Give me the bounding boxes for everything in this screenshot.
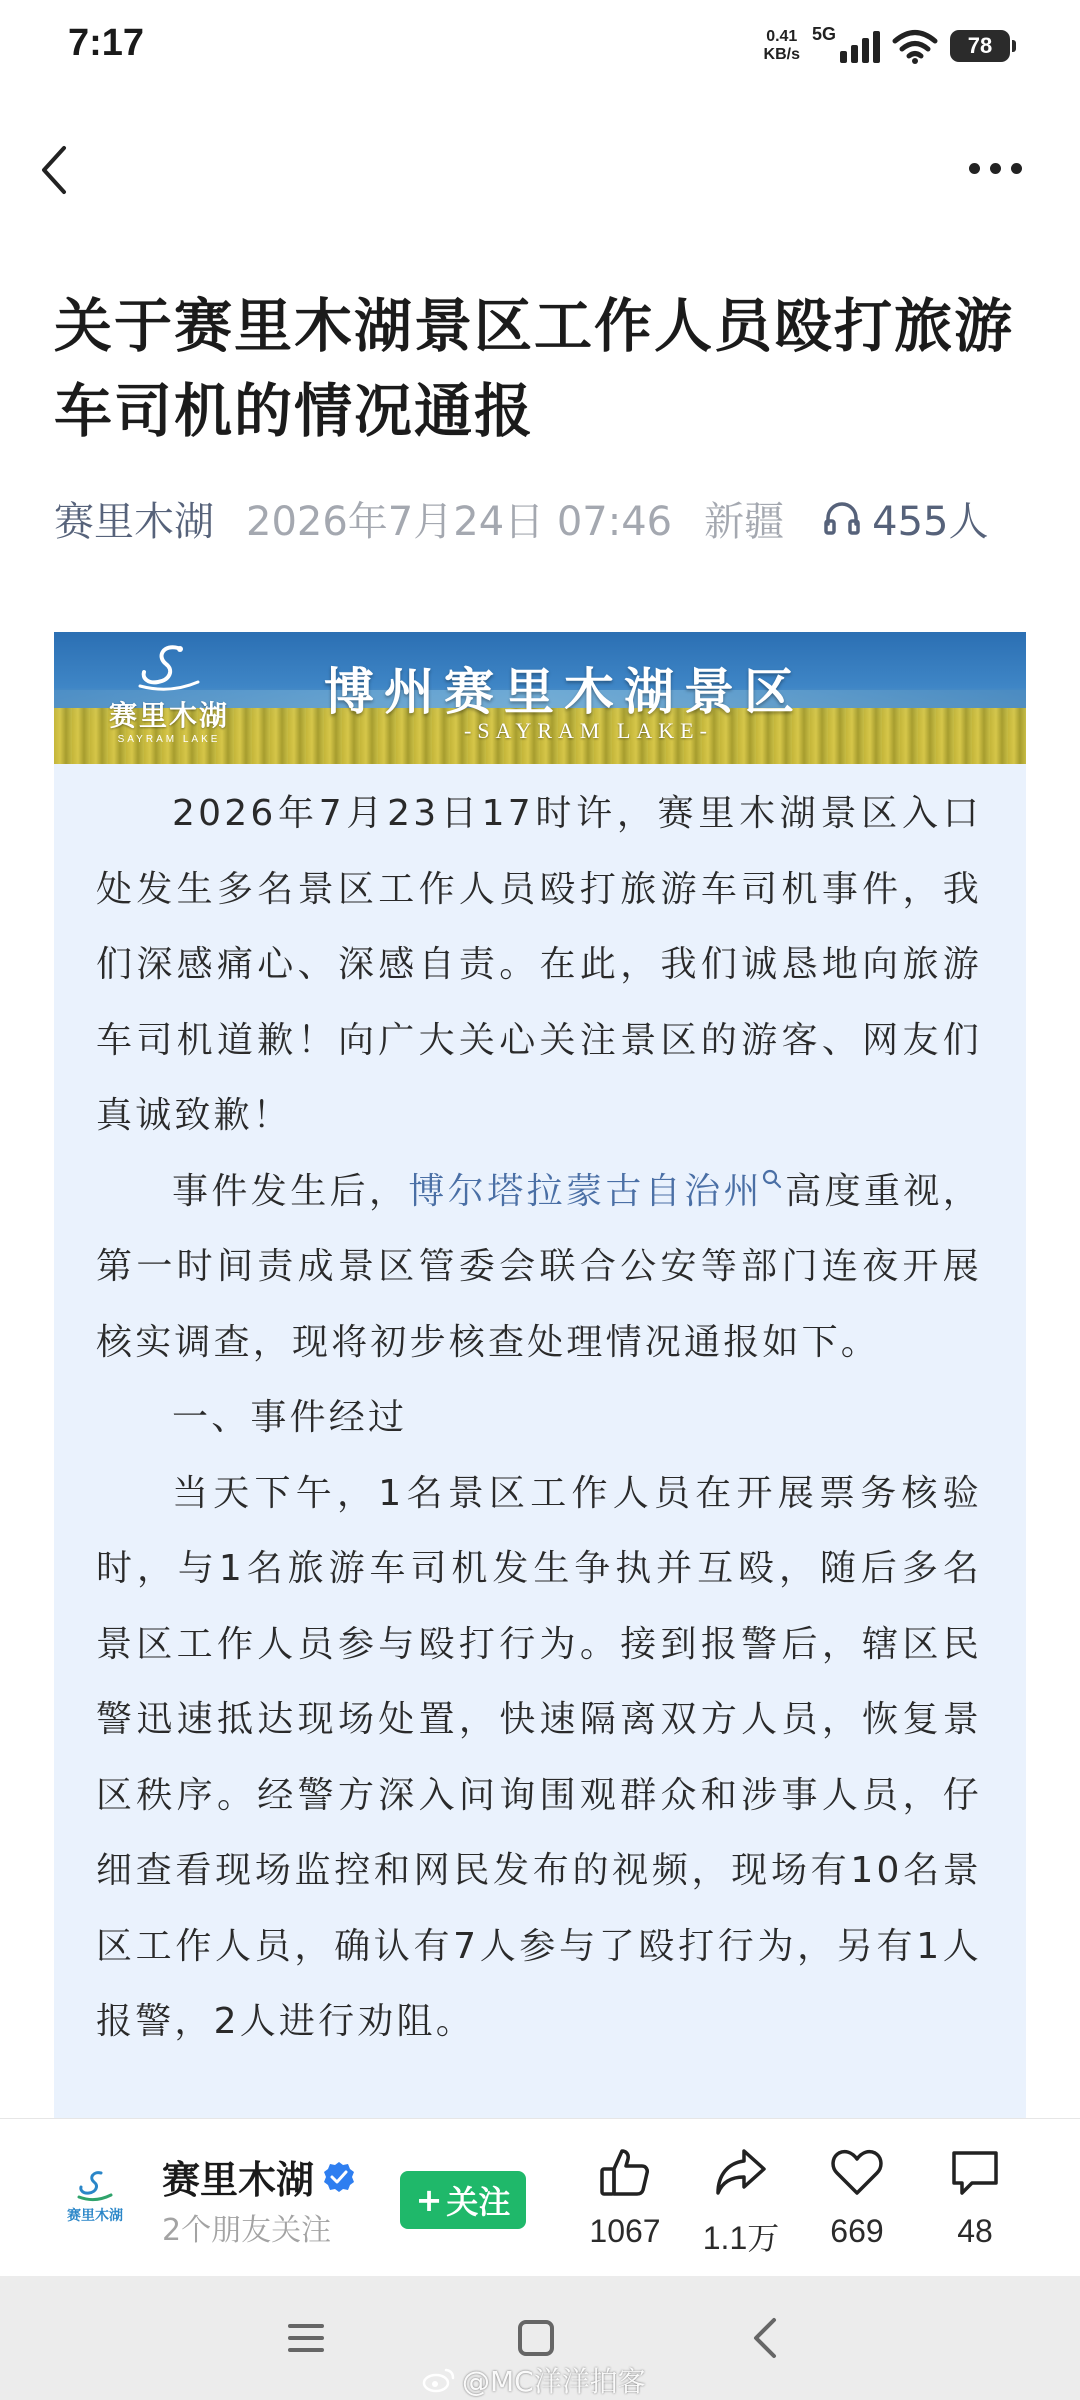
battery-indicator: 78 [950,30,1010,62]
favorite-count: 669 [830,2213,884,2249]
paragraph-2-rest: 高度重视，第一时间责成景区管委会联合公安等部门连夜开展核实调查，现将初步核查处理情况通报如下。 [96,1170,982,1363]
account-name[interactable] [162,2149,356,2204]
share-count: 1.1万 [702,2220,780,2256]
bottom-action-bar [0,2118,1080,2276]
system-nav-bar [0,2276,1080,2400]
network-type: 5G [811,24,836,44]
listen-button[interactable] [822,490,988,547]
avatar[interactable] [66,2169,124,2231]
article-source[interactable]: 赛里木湖 [54,498,214,545]
banner-logo-subtext: SAYRAM LAKE [117,734,221,745]
paragraph-2 [96,1154,982,1381]
thumbs-up-icon [596,2143,654,2201]
network-speed [764,28,800,64]
swan-logo-icon [134,642,204,698]
plus-icon: + [415,2181,443,2219]
follow-button-label: 关注 [446,2183,511,2221]
network-speed-value: 0.41 [766,28,798,45]
verified-icon [322,2160,356,2194]
banner-title: 博州赛里木湖景区 [324,662,804,721]
home-icon[interactable] [516,2318,556,2358]
share-button[interactable] [686,2143,796,2263]
listener-count: 455人 [872,498,989,545]
search-icon[interactable] [761,1168,783,1190]
article-card [54,632,1026,2132]
wifi-icon [892,28,938,64]
status-bar [0,0,1080,92]
favorite-button[interactable] [802,2143,912,2263]
paragraph-2-lead: 事件发生后， [172,1170,409,1212]
like-button[interactable] [570,2143,680,2263]
article-meta [54,488,1054,548]
account-name-text: 赛里木湖 [162,2158,315,2202]
menu-icon[interactable] [286,2320,326,2356]
swan-logo-icon [75,2169,115,2205]
headphone-icon [822,498,862,538]
article-banner-image [54,632,1026,764]
more-icon[interactable] [960,148,1030,188]
article-title: 关于赛里木湖景区工作人员殴打旅游车司机的情况通报 [54,292,1015,445]
article-location: 新疆 [704,498,785,545]
paragraph-1: 2026年7月23日17时许，赛里木湖景区入口处发生多名景区工作人员殴打旅游车司机事件，我们深感痛心、深感自责。在此，我们诚恳地向旅游车司机道歉！向广大关心关注景区的游客、网友们真诚致歉！ [96,793,982,1136]
article-date: 2026年7月24日 07:46 [246,498,673,545]
comment-button[interactable] [920,2143,1030,2263]
follow-button[interactable] [400,2171,526,2229]
network-speed-unit: KB/s [763,46,800,63]
weibo-icon [422,2366,456,2394]
banner-subtitle: -SAYRAM LAKE- [464,718,713,743]
paragraph-3: 当天下午，1名景区工作人员在开展票务核验时，与1名旅游车司机发生争执并互殴，随后多名景区工作人员参与殴打行为。接到报警后，辖区民警迅速抵达现场处置，快速隔离双方人员，恢复景区秩序。经警方深入问询围观群众和涉事人员，仔细查看现场监控和网民发布的视频，现场有10名景区工作人员，确认有7人参与了殴打行为，另有1人报警，2人进行劝阻。 [96,1472,982,2042]
system-back-icon[interactable] [750,2316,780,2360]
comment-count: 48 [957,2213,993,2249]
section-heading: 一、事件经过 [172,1397,408,1438]
status-indicators [764,24,1010,68]
region-link[interactable]: 博尔塔拉蒙古自治州 [408,1170,763,1212]
like-count: 1067 [589,2213,661,2249]
heart-icon [828,2143,886,2201]
watermark-text: @MC洋洋拍客 [462,2365,646,2398]
watermark [422,2360,646,2400]
banner-logo-text: 赛里木湖 [108,699,229,732]
signal-icon [840,29,880,63]
comment-icon [946,2143,1004,2201]
article-body [54,764,1026,2060]
share-icon [712,2143,770,2201]
status-time: 7:17 [68,22,145,64]
avatar-text: 赛里木湖 [67,2208,123,2224]
back-icon[interactable] [30,138,78,202]
friends-follow-text: 2个朋友关注 [162,2213,332,2248]
scenic-logo [94,642,244,758]
